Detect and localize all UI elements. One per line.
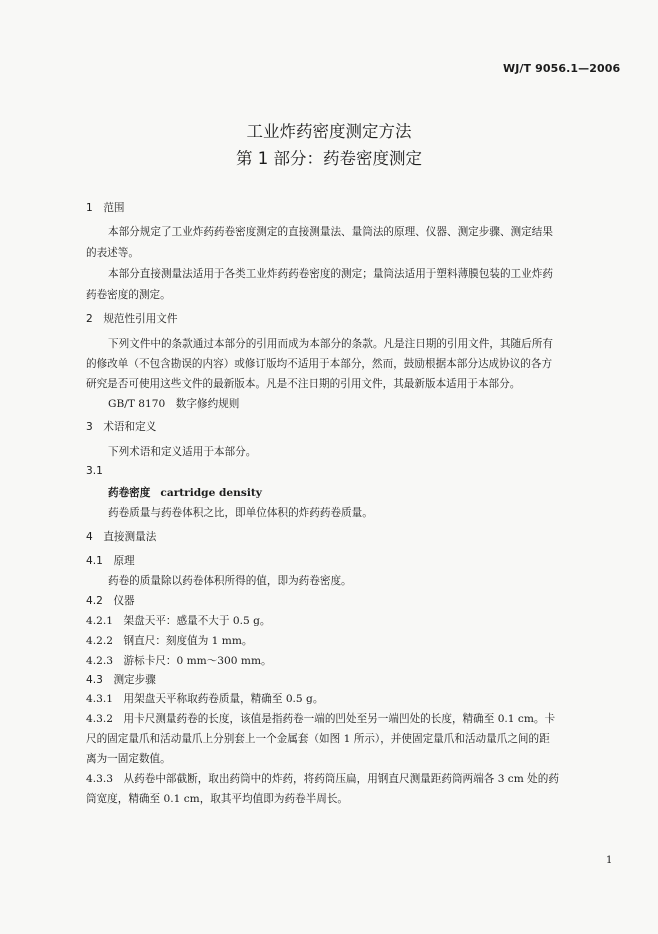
term-definition: 药卷质量与药卷体积之比，即单位体积的炸药药卷质量。 (108, 507, 373, 519)
section-4-2-heading: 4.2 仪器 (86, 595, 135, 607)
term-chinese: 药卷密度 (108, 487, 151, 499)
term-english: cartridge density (160, 487, 262, 499)
section-4-3-1: 4.3.1 用架盘天平称取药卷质量，精确至 0.5 g。 (86, 693, 324, 705)
section-3-heading: 3 术语和定义 (86, 421, 157, 433)
section-4-2-1: 4.2.1 架盘天平：感量不大于 0.5 g。 (86, 615, 271, 627)
section-3-intro: 下列术语和定义适用于本部分。 (108, 446, 257, 458)
document-title: 工业炸药密度测定方法 (246, 122, 412, 141)
section-1-paragraph-1-line-1: 本部分规定了工业炸药药卷密度测定的直接测量法、量筒法的原理、仪器、测定步骤、测定结果 (108, 226, 553, 238)
page-number: 1 (606, 855, 613, 866)
section-2-line-3: 研究是否可使用这些文件的最新版本。凡是不注日期的引用文件，其最新版本适用于本部分。 (86, 378, 521, 390)
standard-number: WJ/T 9056.1—2006 (503, 62, 621, 75)
section-4-2-3: 4.2.3 游标卡尺：0 mm～300 mm。 (86, 655, 272, 667)
section-4-3-3-line-2: 筒宽度，精确至 0.1 cm，取其平均值即为药卷半周长。 (86, 793, 349, 805)
section-2-heading: 2 规范性引用文件 (86, 313, 178, 325)
section-4-3-heading: 4.3 测定步骤 (86, 674, 156, 686)
normative-reference: GB/T 8170 数字修约规则 (108, 398, 240, 410)
term-number: 3.1 (86, 465, 103, 477)
section-4-3-2-line-2: 尺的固定量爪和活动量爪上分别套上一个金属套（如图 1 所示），并使固定量爪和活动量爪之间的距 (86, 733, 550, 745)
section-4-2-2: 4.2.2 钢直尺：刻度值为 1 mm。 (86, 635, 253, 647)
section-1-paragraph-2-line-1: 本部分直接测量法适用于各类工业炸药药卷密度的测定；量筒法适用于塑料薄膜包装的工业炸药 (108, 268, 553, 280)
section-1-paragraph-2-line-2: 药卷密度的测定。 (86, 289, 171, 301)
section-4-3-3-line-1: 4.3.3 从药卷中部截断，取出药筒中的炸药，将药筒压扁，用钢直尺测量距药筒两端各 3 cm 处的药 (86, 773, 559, 785)
section-2-line-1: 下列文件中的条款通过本部分的引用而成为本部分的条款。凡是注日期的引用文件，其随后所有 (108, 338, 553, 350)
section-4-heading: 4 直接测量法 (86, 531, 157, 543)
section-1-heading: 1 范围 (86, 202, 125, 214)
section-4-3-2-line-1: 4.3.2 用卡尺测量药卷的长度，该值是指药卷一端的凹处至另一端凹处的长度，精确至 0.1 cm。卡 (86, 713, 556, 725)
term-entry (108, 485, 262, 500)
document-subtitle: 第 1 部分：药卷密度测定 (236, 149, 422, 168)
section-2-line-2: 的修改单（不包含勘误的内容）或修订版均不适用于本部分，然而，鼓励根据本部分达成协议的各方 (86, 358, 553, 370)
section-4-1-heading: 4.1 原理 (86, 555, 135, 567)
section-1-paragraph-1-line-2: 的表述等。 (86, 247, 139, 259)
section-4-1-text: 药卷的质量除以药卷体积所得的值，即为药卷密度。 (108, 575, 352, 587)
section-4-3-2-line-3: 离为一固定数值。 (86, 753, 171, 765)
